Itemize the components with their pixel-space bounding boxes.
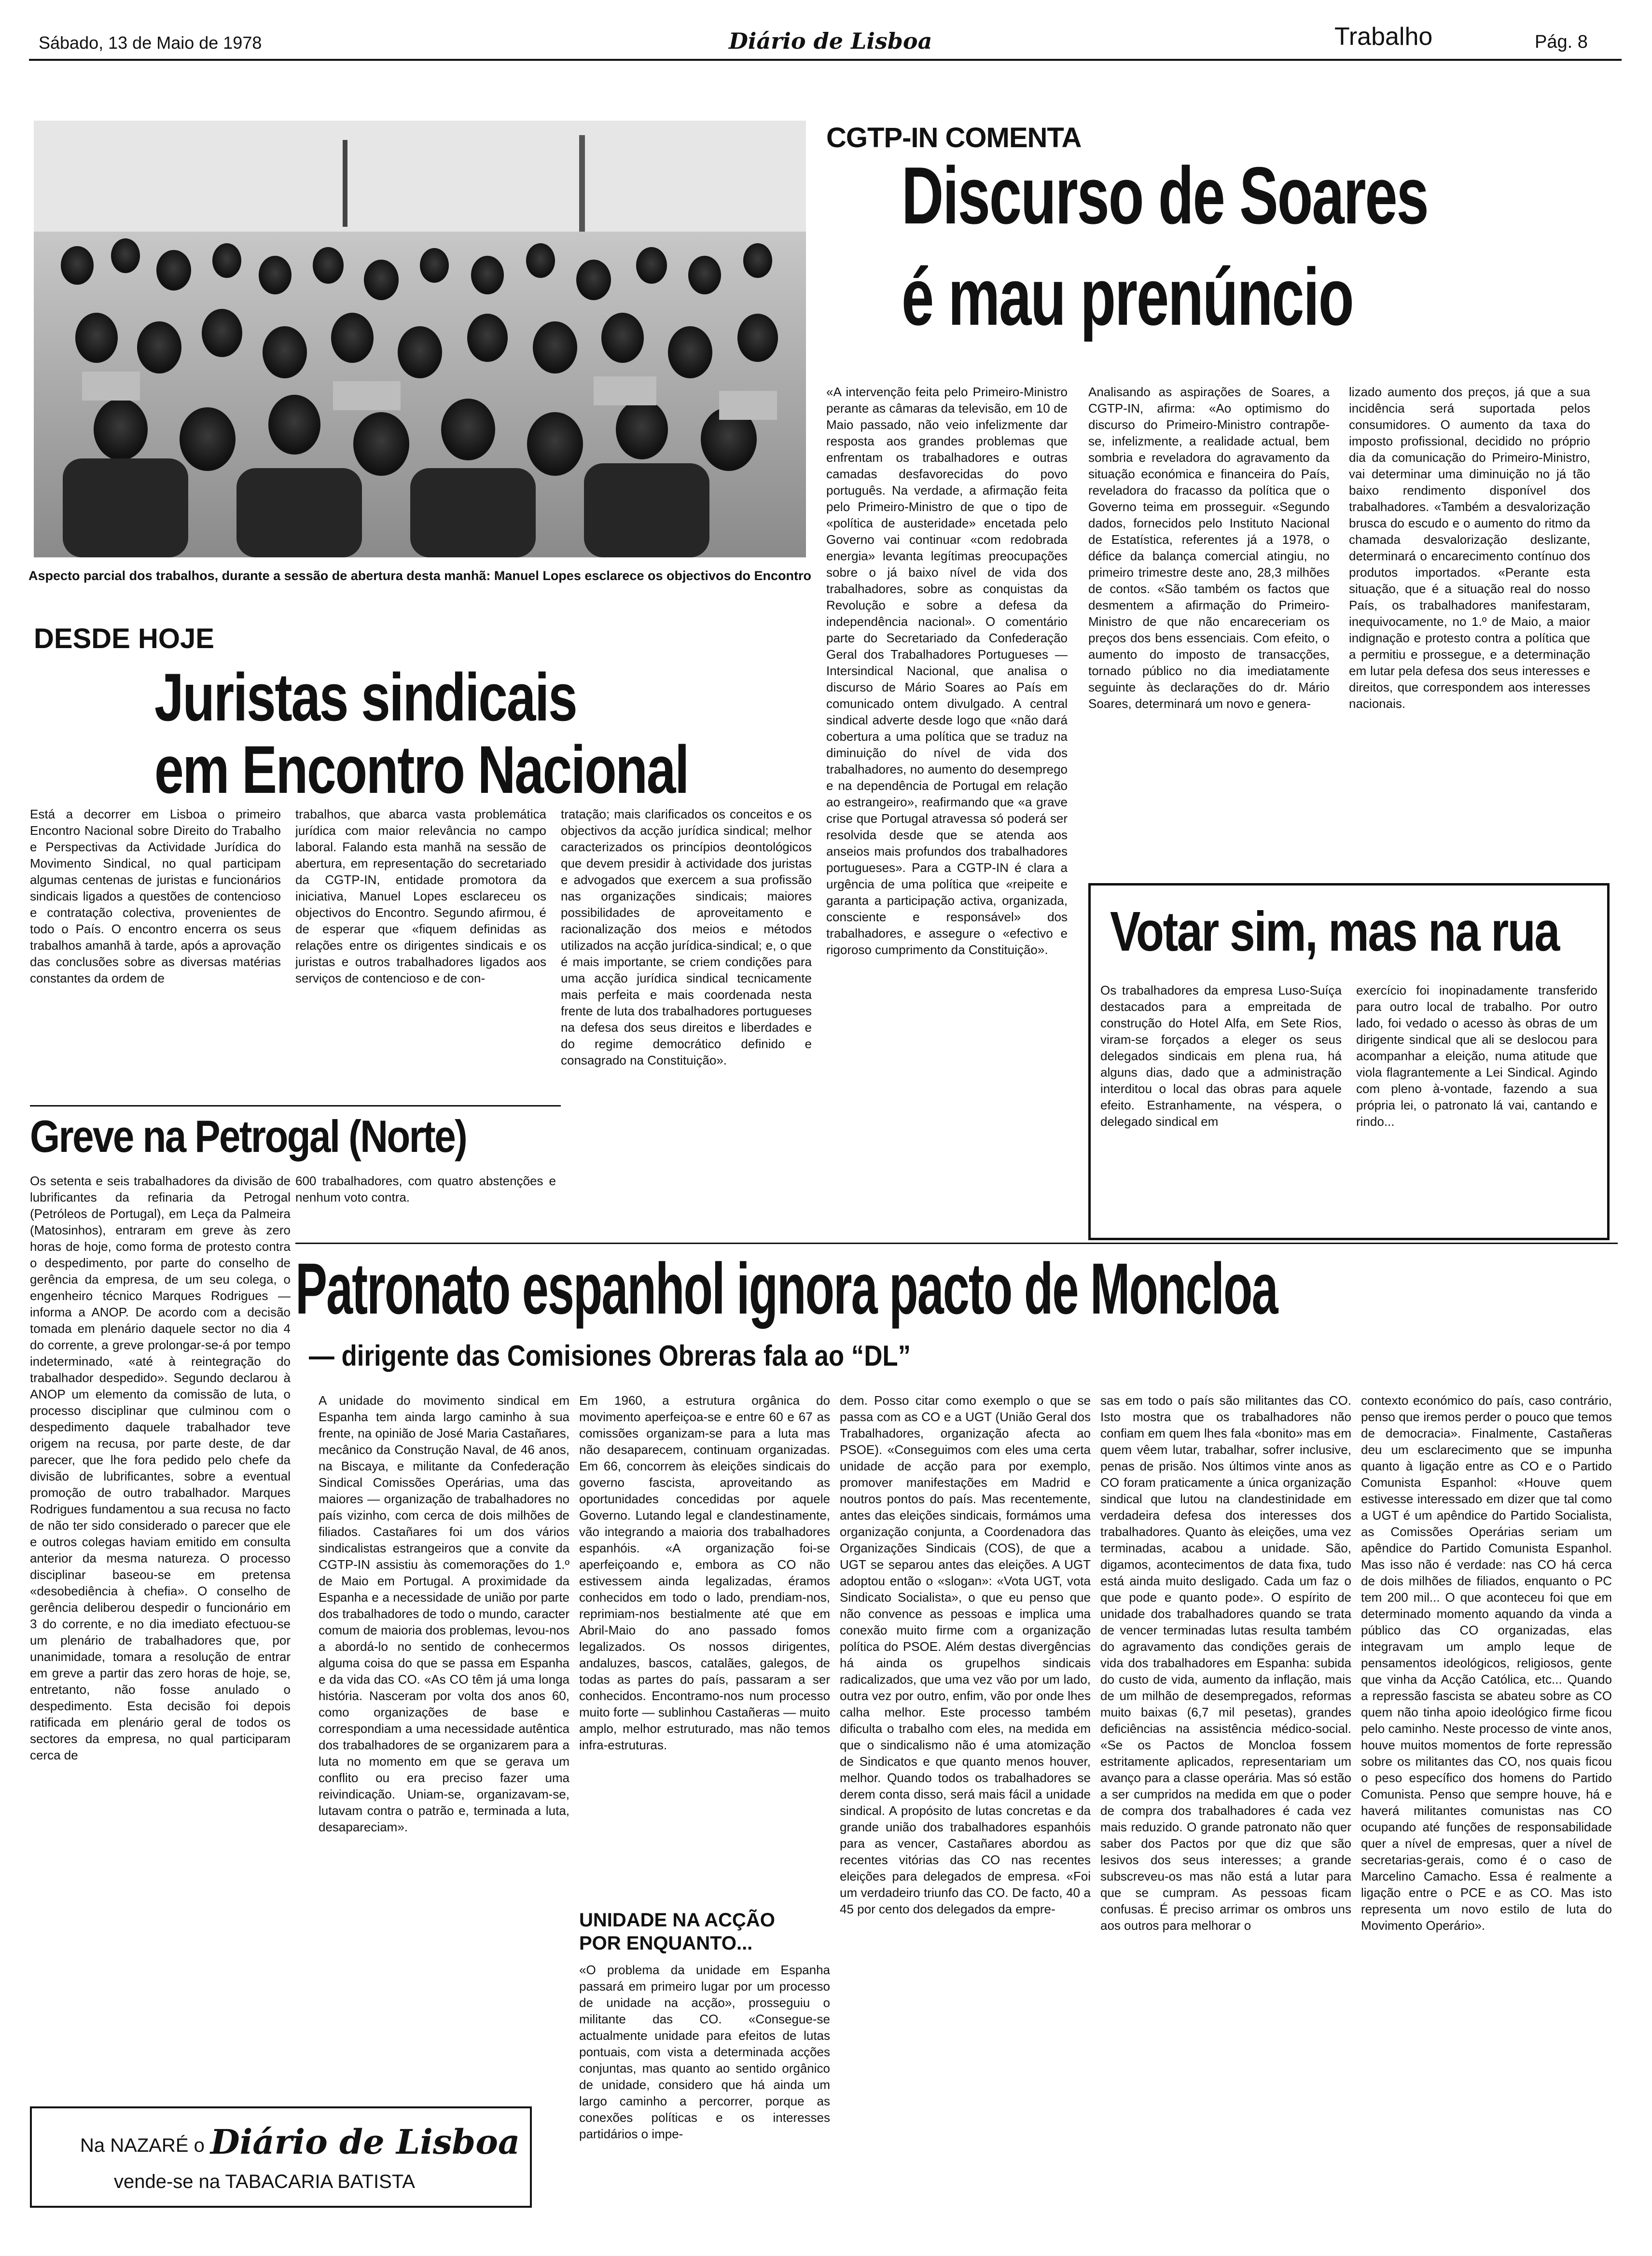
greve-headline: Greve na Petrogal (Norte) bbox=[30, 1111, 467, 1162]
meeting-photo bbox=[34, 121, 806, 557]
juristas-column-3: tratação; mais clarificados os conceitos e os objectivos da acção jurídica sindical; melhor caracterizados os princípios deontológicos que devem presidir à actividade dos juristas e advogados que exercem a sua profissão nas organizações sindicais; maiores possibilidades de aproveitamento e racionalização dos meios e métodos utilizados na acção jurídica-sindical; e, o que é mais importante, se criem condições para uma acção jurídica sindical tecnicamente mais perfeita e mais coordenada nesta frente de luta dos trabalhadores portugueses na defesa dos seus direitos e liberdades e do regime democrático definido e consagrado na Constituição». bbox=[561, 807, 812, 1067]
header-section: Trabalho bbox=[1334, 23, 1433, 51]
juristas-kicker: DESDE HOJE bbox=[34, 623, 214, 654]
cgtp-column-1: «A intervenção feita pelo Primeiro-Ministro perante as câmaras da televisão, em 10 de Maio passado, não veio infelizmente dar resposta aos grandes problemas que enfrentam os trabalhadores e outras camadas desfavorecidas do povo português. Na verdade, a afirmação feita pelo Primeiro-Ministro de que o tipo de «política de austeridade» encetada pelo Governo vai continuar «com redobrada energia» levanta legítimas preocupações sobre o já baixo nível de vida dos trabalhadores, sobre as conquistas da Revolução e sobre a defesa da independência nacional». O comentário parte do Secretariado da Confederação Geral dos Trabalhadores Portugueses — Intersindical Nacional, que analisa o discurso de Mário Soares ao País em comunicado ontem divulgado. A central sindical adverte desde logo que «não dará cobertura a uma política que se traduz na diminuição do nível de vida dos trabalhadores, no aumento do desemprego e na dependência de Portugal em relação ao estrangeiro», reafirmando que «a grave crise que Portugal atravessa só poderá ser resolvida desde que se atenda aos anseios mais profundos dos trabalhadores portugueses». Para a CGTP-IN é clara a urgência de uma política que «reipeite e garanta a participação activa, organizada, consciente e responsável» dos trabalhadores, e assegure o «efectivo e rigoroso cumprimento da Constituição». bbox=[826, 385, 1068, 957]
patronato-column-4: sas em todo o país são militantes das CO. Isto mostra que os trabalhadores não confiam em quem lhes fala «bonito» mas em quem vêem lutar, trabalhar, sofrer inclusive, penas de prisão. Nos últimos vinte anos as CO foram praticamente a única organização sindical que lutou na clandestinidade em verdadeira defesa dos interesses dos trabalhadores. Quanto às eleições, uma vez terminadas, acabou a unidade. São, digamos, acontecimentos de data fixa, tudo está ainda muito desligado. Cada um faz o que pode e quanto pode». O espírito de unidade dos trabalhadores quando se trata de vencer terminadas lutas resulta também do agravamento das condições gerais de vida dos trabalhadores em Espanha: subida do custo de vida, aumento da inflação, mais de um milhão de desempregados, reformas muito baixas (6,7 mil pesetas), grandes deficiências na assistência médico-social. «Se os Pactos de Moncloa fossem estritamente aplicados, representariam um avanço para a classe operária. Mas só estão a ser cumpridos na medida em que o poder de compra dos trabalhadores é cada vez mais reduzido. O grande patronato não quer saber dos Pactos por que diz que são lesivos dos seus interesses; a grande subscreveu-os mas não está a lutar para que se cumpram. As pessoas ficam confusas. É preciso arrimar os ombros uns aos outros para melhorar o bbox=[1100, 1393, 1351, 1933]
cgtp-column-2: Analisando as aspirações de Soares, a CGTP-IN, afirma: «Ao optimismo do discurso do Primeiro-Ministro contrapõe-se, infelizmente, a realidade actual, bem sombria e reveladora do agravamento da situação económica e financeira do País, reveladora do fracasso da política que o Governo teima em prosseguir. «Segundo dados, fornecidos pelo Instituto Nacional de Estatística, referentes já a 1978, o défice da balança comercial atingiu, no primeiro trimestre deste ano, 28,3 milhões de contos. «São também os factos que desmentem a afirmação do Primeiro-Ministro de que não encareceriam os preços dos bens essenciais. Com efeito, o aumento do imposto de transacções, tornado público no dia imediatamente seguinte às declarações do dr. Mário Soares, determinará um novo e genera- bbox=[1088, 385, 1330, 711]
header-date: Sábado, 13 de Maio de 1978 bbox=[39, 33, 262, 53]
cgtp-kicker: CGTP-IN COMENTA bbox=[826, 122, 1082, 153]
patronato-column-1: A unidade do movimento sindical em Espanha tem ainda largo caminho à sua frente, na opinião de José Maria Castañares, mecânico da Construção Naval, de 46 anos, na Biscaya, e militante da Confederação Sindical Comissões Operárias, uma das maiores — organização de trabalhadores no país vizinho, com cerca de dois milhões de filiados. Castañares foi um dos vários sindicalistas estrangeiros que a convite da CGTP-IN assistiu às comemorações do 1.º de Maio em Portugal. A proximidade da Espanha e a necessidade de união por parte dos trabalhadores de todo o mundo, caracter comum de maioria dos problemas, levou-nos a abordá-lo no sentido de conhecermos alguma coisa do que se passa em Espanha e da vida das CO. «As CO têm já uma longa história. Nasceram por volta dos anos 60, como organizações de base e correspondiam a uma necessidade autêntica dos trabalhadores de se organizarem para a luta no momento em que se gerava um conflito ou era preciso fazer uma reivindicação. Uniam-se, organizavam-se, lutavam contra o patrão e, terminada a luta, desapareciam». bbox=[319, 1393, 569, 1834]
juristas-column-1: Está a decorrer em Lisboa o primeiro Encontro Nacional sobre Direito do Trabalho e Perspectivas da Actividade Jurídica do Movimento Sindical, no qual participam algumas centenas de juristas e funcionários sindicais ligados a questões de contencioso e contratação colectiva, provenientes de todo o País. O encontro encerra os seus trabalhos amanhã à tarde, após a aprovação das conclusões sobre as diversas matérias constantes da ordem de bbox=[30, 807, 281, 985]
votar-column-2: exercício foi inopinadamente transferido para outro local de trabalho. Por outro lado, foi vedado o acesso às obras de um dirigente sindical que ali se deslocou para acompanhar a eleição, numa atitude que viola flagrantemente a Lei Sindical. Agindo com pleno à-vontade, fazendo a sua própria lei, o patronato lá vai, cantando e rindo... bbox=[1356, 983, 1597, 1129]
patronato-subheadline: — dirigente das Comisiones Obreras fala ao “DL” bbox=[309, 1340, 911, 1372]
votar-column-1: Os trabalhadores da empresa Luso-Suíça destacados para a empreitada de construção do Hotel Alfa, em Sete Rios, viram-se forçados a eleger os seus delegados sindicais em plena rua, há alguns dias, dado que a administração interditou o local das obras para aquele efeito. Estranhamente, na véspera, o delegado sindical em bbox=[1100, 983, 1342, 1129]
greve-top-rule bbox=[30, 1105, 561, 1107]
juristas-headline-line2: em Encontro Nacional bbox=[154, 732, 689, 807]
cgtp-column-3: lizado aumento dos preços, já que a sua incidência será suportada pelos consumidores. O aumento da taxa do imposto profissional, decidido no próprio dia da comunicação do Primeiro-Ministro, vai determinar uma diminuição no já tão baixo rendimento disponível dos trabalhadores. «Também a desvalorização brusca do escudo e o aumento do ritmo da chamada desvalorização deslizante, determinará o encarecimento contínuo dos produtos importados. «Perante esta situação, que é a situação real do nosso País, os trabalhadores manifestaram, inequivocamente, no 1.º de Maio, a maior indignação e protesto contra a política que a permitiu e prossegue, e a determinação em lutar pela defesa dos seus interesses e direitos, que correspondem aos interesses nacionais. bbox=[1349, 385, 1590, 711]
patronato-column-5: contexto económico do país, caso contrário, penso que iremos perder o pouco que temos de democracia». Finalmente, Castañeras deu um esclarecimento que se impunha quanto à ligação entre as CO e o Partido Comunista Espanhol: «Houve quem estivesse interessado em dizer que tal como a UGT é um apêndice do Partido Socialista, as Comissões Operárias seriam um apêndice do Partido Comunista Espanhol. Mas isso não é verdade: nas CO há cerca de dois milhões de filiados, enquanto o PC tem 200 mil... O que aconteceu foi que em determinado momento aquando da vinda a público das CO organizadas, elas integravam um amplo leque de pensamentos ideológicos, religiosos, gente que vinha da Acção Católica, etc... Quando a repressão fascista se abateu sobre as CO quem não tinha apoio ideológico firme ficou pelo caminho. Neste processo de vinte anos, houve muitos momentos de forte repressão sobre os militantes das CO, nos quais ficou o peso específico dos homens do Partido Comunista. Penso que sempre houve, há e haverá militantes comunistas nas CO ocupando até funções de responsabilidade quer a nível de empresas, quer a nível de secretarias-gerais, como é o caso de Marcelino Camacho. Essa é realmente a ligação entre o PCE e as CO. Mas isto representa um novo estilo de luta do Movimento Operário». bbox=[1361, 1393, 1612, 1933]
patronato-headline: Patronato espanhol ignora pacto de Moncloa bbox=[295, 1248, 1277, 1329]
votar-headline: Votar sim, mas na rua bbox=[1110, 900, 1559, 963]
tabacaria-ad-box bbox=[30, 2106, 532, 2208]
photo-caption: Aspecto parcial dos trabalhos, durante a sessão de abertura desta manhã: Manuel Lopes esclarece os objectivos do Encontro bbox=[28, 568, 811, 583]
header-paper-title: Diário de Lisboa bbox=[729, 28, 932, 54]
juristas-column-2: trabalhos, que abarca vasta problemática jurídica com maior relevância no campo laboral. Falando esta manhã na sessão de abertura, em representação do secretariado da CGTP-IN, entidade promotora da iniciativa, Manuel Lopes esclareceu os objectivos do Encontro. Segundo afirmou, é de esperar que «fiquem definidas as relações entre os dirigentes sindicais e os juristas e outros trabalhadores ligados aos serviços de contencioso e de con- bbox=[295, 807, 546, 985]
ad-tabacaria-line: vende-se na TABACARIA BATISTA bbox=[114, 2171, 415, 2192]
patronato-column-3: dem. Posso citar como exemplo o que se passa com as CO e a UGT (União Geral dos Trabalhadores, organização afecta ao PSOE). «Conseguimos com eles uma certa unidade de acção para por exemplo, promover manifestações em Madrid e noutros pontos do país. Mas recentemente, antes das eleições sindicais, formámos uma organização conjunta, a Coordenadora das Organizações Sindicais (COS), de que a UGT se separou antes das eleições. A UGT adoptou então o «slogan»: «Vota UGT, vota Sindicato Socialista», o que eu penso que não convence as pessoas e implica uma conexão muito firme com a organização política do PSOE. Além destas divergências há ainda os grupelhos sindicais radicalizados, que uma vez vão por um lado, outra vez por outro, enfim, vão por onde lhes calha melhor. Este processo também dificulta o trabalho com eles, na medida em que o sindicalismo não é uma atomização de Sindicatos e que quanto menos houver, melhor. Quando todos os trabalhadores se derem conta disso, será mais fácil a unidade sindical. A propósito de lutas concretas e da grande união dos trabalhadores espanhóis para as vencer, Castañares abordou as recentes vitórias das CO nas recentes eleições para delegados de empresa. «Foi um verdadeiro triunfo das CO. De facto, 40 a 45 por cento dos delegados da empre- bbox=[840, 1393, 1091, 1916]
ad-prefix: Na NAZARÉ o bbox=[80, 2135, 205, 2156]
page-header bbox=[14, 0, 1638, 59]
greve-column-2: 600 trabalhadores, com quatro abstenções e nenhum voto contra. bbox=[295, 1174, 556, 1204]
crowd-photo-image bbox=[34, 121, 806, 557]
ad-brand-logo: Diário de Lisboa bbox=[210, 2122, 520, 2162]
votar-box bbox=[1088, 883, 1610, 1240]
cgtp-headline-line1: Discurso de Soares bbox=[902, 150, 1428, 241]
patronato-column-2: Em 1960, a estrutura orgânica do movimento aperfeiçoa-se e entre 60 e 67 as comissões organizam-se para a luta mas não desaparecem, continuam organizadas. Em 66, concorrem às eleições sindicais do governo fascista, aproveitando as oportunidades concedidas por aquele Governo. Lutando legal e clandestinamente, vão integrando a maioria dos trabalhadores espanhóis. «A organização foi-se aperfeiçoando e, embora as CO não estivessem ainda legalizadas, éramos conhecidos em todo o lado, prendiam-nos, reprimiam-nos bestialmente até que em Abril-Maio do ano passado fomos legalizados. Os nossos dirigentes, andaluzes, bascos, catalães, galegos, de todas as partes do país, passaram a ser conhecidos. Encontramo-nos num processo muito forte — sublinhou Castañeras — muito amplo, melhor estruturado, mas não temos infra-estruturas. bbox=[579, 1393, 830, 1752]
patronato-top-rule bbox=[295, 1243, 1618, 1244]
patronato-column-2b: «O problema da unidade em Espanha passará em primeiro lugar por um processo de unidade na acção», prosseguiu o militante das CO. «Consegue-se actualmente unidade para efeitos de lutas pontuais, com vista a determinada acções conjuntas, mas quanto ao sentido orgânico de unidade, considero que há ainda um largo caminho a percorrer, porque as conexões políticas e os interesses partidários o impe- bbox=[579, 1963, 830, 2141]
header-page-number: Pág. 8 bbox=[1535, 32, 1588, 52]
patronato-subhead: UNIDADE NA ACÇÃO POR ENQUANTO... bbox=[579, 1910, 775, 1954]
cgtp-headline-line2: é mau prenúncio bbox=[902, 251, 1353, 342]
header-rule bbox=[29, 59, 1622, 61]
greve-column-1: Os setenta e seis trabalhadores da divisão de lubrificantes da refinaria da Petrogal (Petróleos de Portugal), em Leça da Palmeira (Matosinhos), entraram em greve às zero horas de hoje, como forma de protesto contra o despedimento, por parte do conselho de gerência da empresa, de um seu colega, o engenheiro técnico Marques Rodrigues — informa a ANOP. De acordo com a decisão tomada em plenário daquele sector no dia 4 do corrente, a greve prolongar-se-á por tempo indeterminado, «até à reintegração do trabalhador despedido». Segundo declarou à ANOP um elemento da comissão de luta, o processo disciplinar que culminou com o despedimento daquele trabalhador teve origem na recusa, por parte deste, de dar parecer, que lhe fora pedido pelo chefe da divisão de lubrificantes, sobre a eventual promoção de outro trabalhador. Marques Rodrigues fundamentou a sua recusa no facto de não ter sido considerado o parecer que ele e outros colegas haviam emitido em consulta anterior da mesma natureza. O processo disciplinar baseou-se em pretensa «desobediência à chefia». O conselho de gerência deliberou despedir o funcionário em 3 do corrente, e no dia imediato efectuou-se um plenário de trabalhadores que, por unanimidade, tomara a resolução de entrar em greve a partir das zero horas de hoje, se, entretanto, não fosse anulado o despedimento. Esta decisão foi depois ratificada em plenário geral de todos os sectores da empresa, no qual participaram cerca de bbox=[30, 1174, 291, 1762]
juristas-headline-line1: Juristas sindicais bbox=[154, 659, 577, 735]
